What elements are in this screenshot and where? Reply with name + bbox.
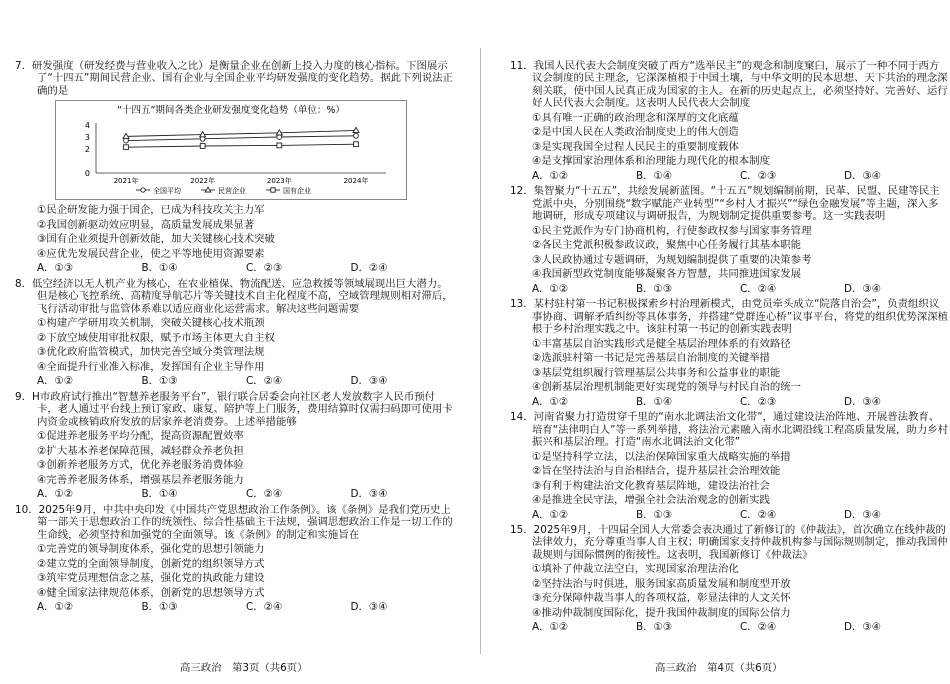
right-column [510,60,948,637]
series-line [126,145,356,148]
option: ①促进养老服务平均分配，提高资源配置效率 [37,430,244,443]
data-point [354,134,359,139]
option: ①填补了仲裁立法空白，实现国家治理法治化 [532,563,739,576]
choice-a: A．①② [37,375,74,388]
choice-d: D．③④ [844,395,882,408]
option: ①具有唯一正确的政治理念和深厚的文化底蕴 [532,111,739,124]
option: ④我国新型政党制度能够凝聚各方智慧，共同推进国家发展 [532,268,802,281]
option: ④应优先发展民营企业，使之平等地使用资源要素 [37,247,265,260]
answer-choices [15,601,455,613]
option: ④全面提升行业准入标准，发挥国有企业主导作用 [37,360,265,373]
question-stem: 9．H市政府试行推出“智慧养老服务平台”，银行联合居委会向社区老人发放数字人民币预付卡，老人通过平台线上预订家政、康复、陪护等上门服务，费用结算时仅需扫码即可使用卡内资金或核销政府发放的居家养老消费券。上述举措能够 [15,390,453,428]
page-footer-left: 高三政治 第3页（共6页） [180,662,308,674]
choice-c: C．②④ [246,488,283,501]
option: ③有利于构建法治文化教育基层阵地，建设法治社会 [532,479,770,492]
choice-d: D．③④ [844,282,882,295]
series-line [126,136,356,141]
choice-a: A．①② [532,621,569,634]
choice-d: D．③④ [844,621,882,634]
option: ②各民主党派积极参政议政，聚焦中心任务履行其基本职能 [532,239,802,252]
y-tick-label: 0 [84,169,90,179]
choice-c: C．②④ [740,282,777,295]
question-stem: 13．某村驻村第一书记积极探索乡村治理新模式，由党员牵头成立“院落自治会”，负责组织议事协商、调解矛盾纠纷等具体事务，并搭建“党群连心桥”议事平台，将党的组织优势深深植根于乡村治理实践之中。该驻村第一书记的创新实践表明 [510,298,948,336]
option: ③优化政府监管模式，加快完善空域分类管理法规 [37,346,265,359]
choice-d: D．③④ [844,169,882,182]
option: ③基层党组织履行管理基层公共事务和公益事业的职能 [532,366,781,379]
choice-d: D．③④ [350,375,388,388]
choice-a: A．①② [532,169,569,182]
option: ①是坚持科学立法，以法治保障国家重大战略实施的举措 [532,450,791,463]
choice-a: A．①② [532,395,569,408]
option: ①丰富基层自治实践形式是健全基层治理体系的有效路径 [532,337,791,350]
choice-a: A．①② [37,488,74,501]
choice-b: B．①③ [141,601,178,614]
option: ②旨在坚持法治与自治相结合，提升基层社会治理效能 [532,465,781,478]
answer-choices [15,375,455,387]
choice-b: B．①③ [636,621,673,634]
legend-marker [271,188,275,192]
y-tick-label: 3 [84,133,90,143]
data-point [354,142,359,147]
option: ②坚持法治与时俱进，服务国家高质量发展和制度型开放 [532,577,791,590]
option: ④创新基层治理机制能更好实现党的领导与村民自治的统一 [532,381,802,394]
answer-choices [510,509,948,521]
option: ③是实现我国全过程人民民主的重要制度载体 [532,140,739,153]
answer-choices [510,396,948,408]
column-divider [480,48,481,654]
choice-b: B．①④ [141,262,178,275]
option: ④是支撑国家治理体系和治理能力现代化的根本制度 [532,155,770,168]
option: ①民主党派作为专门协商机构，行使参政权参与国家事务管理 [532,224,812,237]
data-point [200,144,205,149]
page-footer-right: 高三政治 第4页（共6页） [655,662,783,674]
choice-d: D．③④ [844,508,882,521]
option: ④推动仲裁制度国际化，提升我国仲裁制度的国际公信力 [532,606,791,619]
question-9 [15,391,455,501]
x-tick-label: 2024年 [343,177,369,186]
question-10 [15,504,455,614]
option: ③充分保障仲裁当事人的各项权益，彰显法律的人文关怀 [532,592,791,605]
answer-choices [510,621,948,633]
choice-b: B．①④ [636,169,673,182]
y-tick-label: 2 [84,145,90,155]
option: ①完善党的领导制度体系，强化党的思想引领能力 [37,543,265,556]
rd-intensity-chart [55,100,407,200]
chart-title: “十四五”期间各类企业研发强度变化趋势（单位：%） [117,105,345,117]
legend-marker [141,188,145,192]
option: ②是中国人民在人类政治制度史上的伟大创造 [532,126,739,139]
choice-b: B．①③ [141,375,178,388]
series-line [126,131,356,137]
choice-a: A．①② [37,601,74,614]
choice-b: B．①④ [636,395,673,408]
answer-choices [15,488,455,500]
legend-label: 国有企业 [283,187,311,196]
question-stem: 10．2025年9月，中共中央印发《中国共产党思想政治工作条例》。该《条例》是我们党历史上第一部关于思想政治工作的统领性、综合性基础主干法规，强调思想政治工作是一切工作的生命线，必须坚持和加强党的全面领导。该《条例》的制定和实施旨在 [15,503,453,541]
question-stem: 15．2025年9月，十四届全国人大常委会表决通过了新修订的《仲裁法》，首次确立在线仲裁的法律效力，充分尊重当事人自主权；明确国家支持仲裁机构参与国际规则制定，推动我国仲裁规则与国际惯例的衔接性。这表明，我国新修订《仲裁法》 [510,523,948,561]
choice-c: C．②③ [246,262,283,275]
question-stem: 7．研发强度（研发经费与营业收入之比）是衡量企业在创新上投入力度的核心指标。下图展示了“十四五”期间民营企业、国有企业与全国企业平均研发强度的变化趋势。据此下列说法正确的是 [15,60,453,97]
option: ④完善养老服务体系，增强基层养老服务能力 [37,473,244,486]
question-7 [15,60,455,275]
choice-a: A．①③ [37,262,74,275]
option: ②选派驻村第一书记是完善基层自治制度的关键举措 [532,352,770,365]
option: ②扩大基本养老保障范围，减轻群众养老负担 [37,444,244,457]
option: ④健全国家法律规范体系，创新党的思想领导方式 [37,586,265,599]
left-column [15,60,455,617]
question-14 [510,411,948,521]
choice-a: A．①② [532,282,569,295]
question-15 [510,524,948,634]
option: ④是推进全民守法，增强全社会法治观念的创新实践 [532,494,770,507]
option: ①民企研发能力强于国企，已成为科技攻关主力军 [37,204,265,217]
data-point [277,143,282,148]
data-point [353,128,359,133]
option: ③国有企业须提升创新效能，加大关键核心技术突破 [37,233,275,246]
x-tick-label: 2023年 [266,177,292,186]
option: ③人民政协通过专题调研，为规划编制提供了重要的决策参考 [532,253,812,266]
choice-d: D．③④ [350,601,388,614]
question-11 [510,60,948,182]
answer-choices [510,283,948,295]
choice-c: C．②③ [740,395,777,408]
question-12 [510,185,948,295]
legend-label: 民营企业 [218,187,246,196]
question-stem: 8．低空经济以无人机产业为核心，在农业植保、物流配送、应急救援等领域展现出巨大潜力。但是核心飞控系统、高精度导航芯片等关键技术自主化程度不高，空域管理规则相对滞后，飞行活动审批与监管体系难以适应商业化运营需求。解决这些问题需要 [15,277,453,315]
choice-c: C．②④ [246,375,283,388]
answer-choices [510,170,948,182]
choice-c: C．②④ [740,621,777,634]
choice-c: C．②③ [740,169,777,182]
legend-label: 全国平均 [153,187,181,196]
option: ③创新养老服务方式，优化养老服务消费体验 [37,459,244,472]
choice-b: B．①③ [636,282,673,295]
option: ②建立党的全面领导制度，创新党的组织领导方式 [37,557,265,570]
question-stem: 12．集智聚力“十五五”，共绘发展新蓝图。“十五五”规划编制前期，民革、民盟、民建等民主党派中央，分别围绕“数字赋能产业转型”“乡村人才振兴”“绿色金融发展”等主题，深入多地调研，形成专项建议与调研报告，为规划制定提供重要参考。这一实践表明 [510,185,940,223]
x-tick-label: 2021年 [113,177,139,186]
question-stem: 14．河南省聚力打造贯穿千里的“南水北调法治文化带”，通过建设法治阵地、开展普法教育、培育“法律明白人”等一系列举措，将法治元素融入南水北调沿线工程高质量发展，助力乡村振兴和基层治理。打造“南水北调法治文化带” [510,411,948,449]
question-stem: 11．我国人民代表大会制度突破了西方“选举民主”的观念和制度窠臼，展示了一种不同于西方议会制度的民主理念，它深深植根于中国土壤，与中华文明的民本思想、天下共治的理念深刻关联，使中国人民真正成为国家的主人。在新的历史起点上，必须坚持好、完善好、运行好人民代表大会制度。这表明人民代表大会制度 [510,60,948,110]
choice-b: B．①④ [141,488,178,501]
option: ②下放空域使用审批权限，赋予市场主体更大自主权 [37,331,275,344]
data-point [124,145,129,150]
chart-svg [56,101,406,199]
question-13 [510,298,948,408]
x-tick-label: 2022年 [190,177,216,186]
question-8 [15,278,455,388]
option: ②我国创新驱动效应明显，高质量发展成果显著 [37,218,255,231]
choice-c: C．②④ [246,601,283,614]
answer-choices [15,262,455,274]
choice-c: C．②④ [740,508,777,521]
option: ③筑牢党员理想信念之基，强化党的执政能力建设 [37,572,265,585]
choice-b: B．①③ [636,508,673,521]
y-tick-label: 4 [84,121,90,131]
choice-d: D．③④ [350,488,388,501]
choice-d: D．②④ [350,262,388,275]
choice-a: A．①② [532,508,569,521]
option: ①构建产学研用攻关机制，突破关键核心技术瓶颈 [37,317,265,330]
